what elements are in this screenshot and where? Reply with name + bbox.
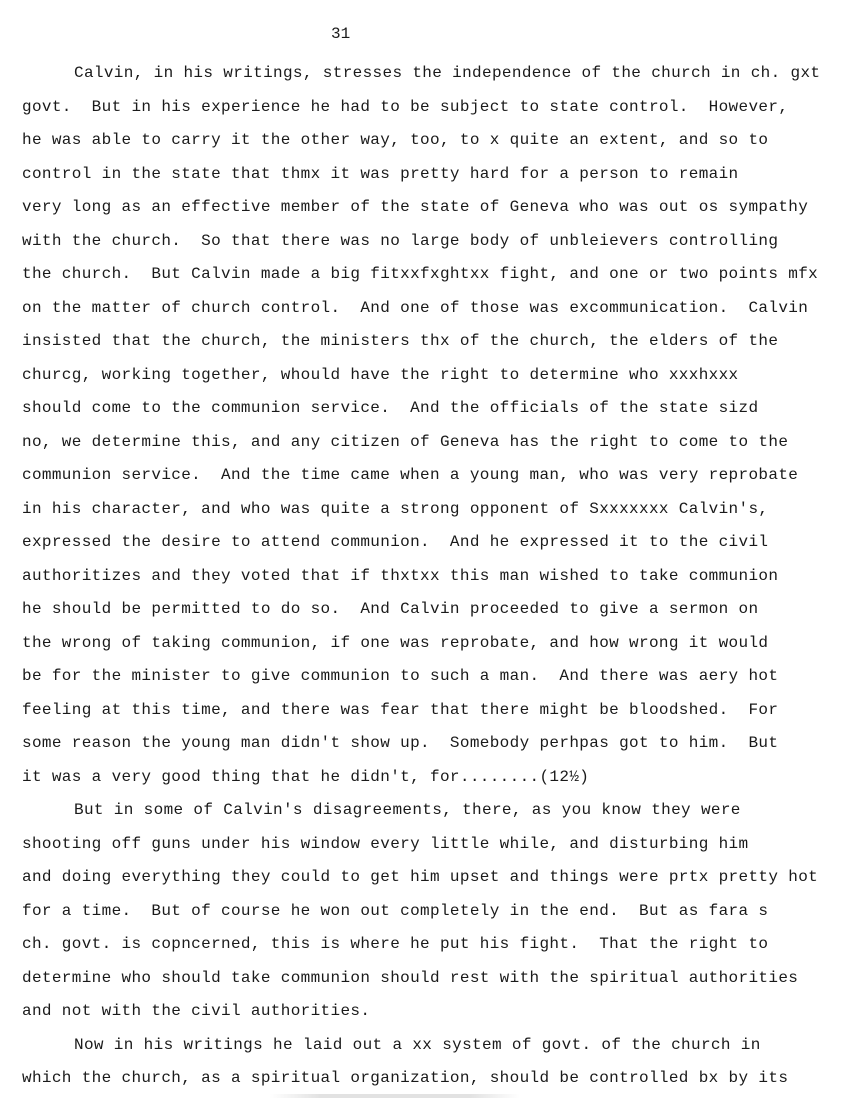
paragraph-line: But in some of Calvin's disagreements, there, as you know they were (74, 801, 741, 819)
paragraph-line: insisted that the church, the ministers thx of the church, the elders of the (22, 332, 779, 350)
paragraph-line: very long as an effective member of the state of Geneva who was out os sympathy (22, 198, 809, 216)
scan-artifact (270, 1094, 520, 1098)
paragraph-line: and not with the civil authorities. (22, 1002, 371, 1020)
paragraph-line: should come to the communion service. And the officials of the state sizd (22, 399, 759, 417)
paragraph-line: ch. govt. is copncerned, this is where he put his fight. That the right to (22, 935, 769, 953)
paragraph-line: for a time. But of course he won out completely in the end. But as fara s (22, 901, 769, 920)
paragraph-line: he was able to carry it the other way, too, to x quite an extent, and so to (22, 131, 769, 149)
paragraph-line: feeling at this time, and there was fear that there might be bloodshed. For (22, 700, 779, 719)
paragraph-line: the church. But Calvin made a big fitxxfxghtxx fight, and one or two points mfx (22, 265, 819, 283)
paragraph-line: expressed the desire to attend communion. And he expressed it to the civil (22, 533, 769, 551)
paragraph-line: Calvin, in his writings, stresses the independence of the church in ch. gxt (74, 64, 821, 82)
paragraph-line: and doing everything they could to get him upset and things were prtx pretty hot (22, 868, 819, 886)
paragraph-line: it was a very good thing that he didn't, for........(12½) (22, 767, 590, 786)
paragraph-line: authoritizes and they voted that if thxtxx this man wished to take communion (22, 566, 779, 585)
paragraph-line: with the church. So that there was no large body of unbleievers controlling (22, 231, 779, 250)
paragraph-line: communion service. And the time came when a young man, who was very reprobate (22, 466, 799, 484)
paragraph-line: control in the state that thmx it was pretty hard for a person to remain (22, 164, 739, 183)
paragraph-line: the wrong of taking communion, if one was reprobate, and how wrong it would (22, 633, 769, 652)
paragraph-line: churcg, working together, whould have the right to determine who xxxhxxx (22, 365, 739, 384)
paragraph-line: some reason the young man didn't show up. Somebody perhpas got to him. But (22, 734, 779, 752)
paragraph-line: he should be permitted to do so. And Calvin proceeded to give a sermon on (22, 600, 759, 618)
paragraph-line: shooting off guns under his window every little while, and disturbing him (22, 834, 749, 853)
paragraph-line: Now in his writings he laid out a xx system of govt. of the church in (74, 1035, 761, 1054)
paragraph-line: which the church, as a spiritual organization, should be controlled bx by its (22, 1069, 789, 1087)
paragraph-line: in his character, and who was quite a strong opponent of Sxxxxxxx Calvin's, (22, 499, 769, 518)
body-text (22, 57, 830, 1096)
paragraph-line: determine who should take communion should rest with the spiritual authorities (22, 968, 799, 987)
paragraph-line: on the matter of church control. And one of those was excommunication. Calvin (22, 298, 809, 317)
paragraph-line: no, we determine this, and any citizen of Geneva has the right to come to the (22, 432, 789, 451)
paragraph-line: be for the minister to give communion to such a man. And there was aery hot (22, 667, 779, 685)
page-number: 31 (331, 25, 351, 43)
paragraph-line: govt. But in his experience he had to be subject to state control. However, (22, 97, 789, 116)
